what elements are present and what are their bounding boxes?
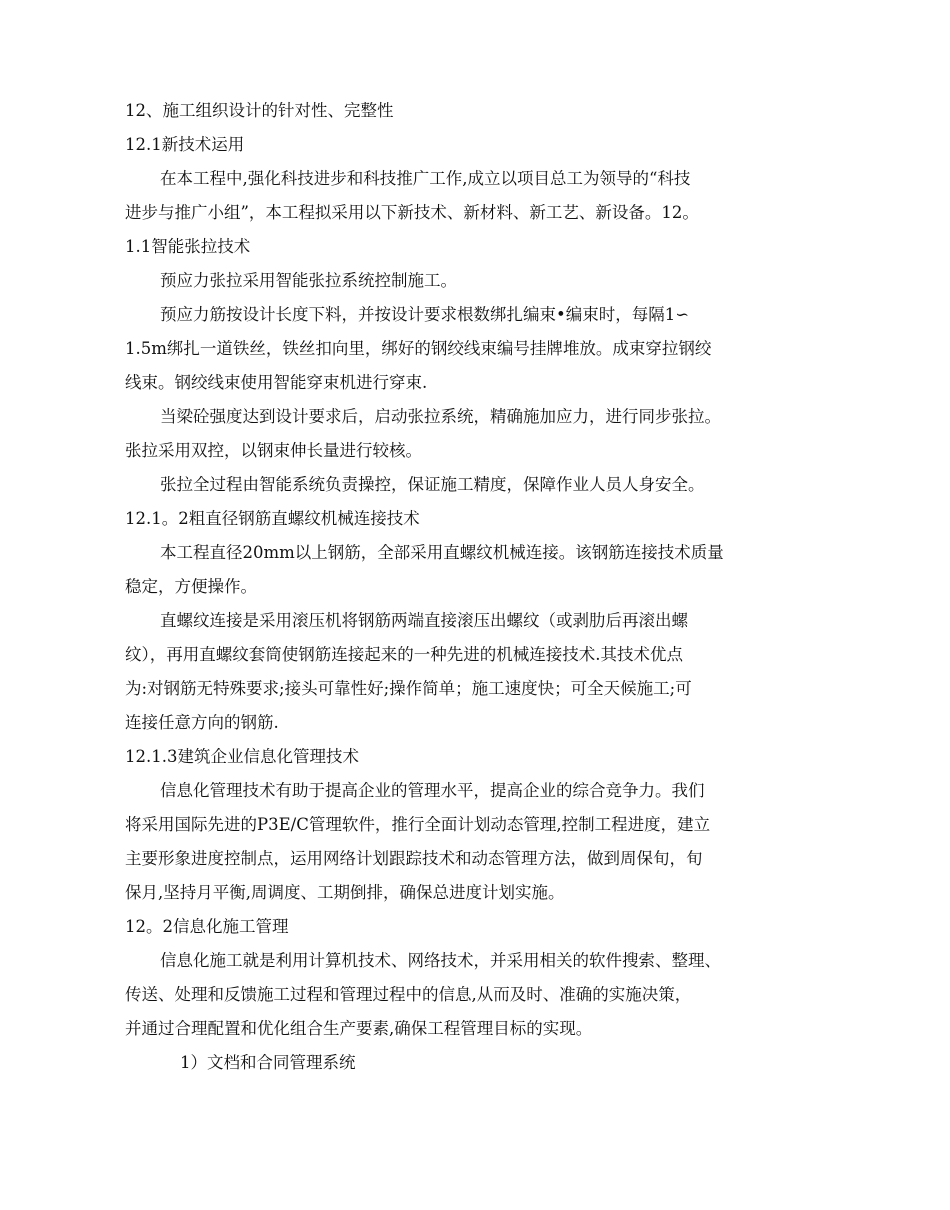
paragraph-line: 主要形象进度控制点，运用网络计划跟踪技术和动态管理方法，做到周保旬，旬 bbox=[125, 849, 703, 868]
subsection-heading: 12.1.3建筑企业信息化管理技术 bbox=[125, 747, 359, 766]
paragraph-line: 预应力筋按设计长度下料，并按设计要求根数绑扎编束•编束时，每隔1∽ bbox=[160, 305, 690, 324]
paragraph-line: 本工程直径20mm以上钢筋，全部采用直螺纹机械连接。该钢筋连接技术质量 bbox=[160, 543, 724, 562]
paragraph-line: 张拉采用双控，以钢束伸长量进行较核。 bbox=[125, 441, 422, 460]
paragraph-line: 为:对钢筋无特殊要求;接头可靠性好;操作简单；施工速度快；可全天候施工;可 bbox=[125, 679, 692, 698]
paragraph-line: 在本工程中,强化科技进步和科技推广工作,成立以项目总工为领导的“科技 bbox=[160, 169, 691, 188]
subsection-heading: 12.1新技术运用 bbox=[125, 135, 245, 154]
paragraph-line: 预应力张拉采用智能张拉系统控制施工。 bbox=[160, 271, 457, 290]
section-heading: 12、施工组织设计的针对性、完整性 bbox=[125, 101, 394, 120]
paragraph-line: 稳定，方便操作。 bbox=[125, 577, 257, 596]
paragraph-line: 并通过合理配置和优化组合生产要素,确保工程管理目标的实现。 bbox=[125, 1019, 593, 1038]
list-item: 1）文档和合同管理系统 bbox=[180, 1053, 356, 1072]
paragraph-line: 直螺纹连接是采用滚压机将钢筋两端直接滚压出螺纹（或剥肋后再滚出螺 bbox=[160, 611, 688, 630]
subsection-heading: 1.1智能张拉技术 bbox=[125, 237, 251, 256]
paragraph-line: 张拉全过程由智能系统负责操控，保证施工精度，保障作业人员人身安全。 bbox=[160, 475, 705, 494]
paragraph-line: 传送、处理和反馈施工过程和管理过程中的信息,从而及时、准确的实施决策， bbox=[125, 985, 692, 1004]
paragraph-line: 保月,坚持月平衡,周调度、工期倒排，确保总进度计划实施。 bbox=[125, 883, 565, 902]
paragraph-line: 1.5m绑扎一道铁丝，铁丝扣向里，绑好的钢绞线束编号挂牌堆放。成束穿拉钢绞 bbox=[125, 339, 712, 358]
paragraph-line: 进步与推广小组”，本工程拟采用以下新技术、新材料、新工艺、新设备。12。 bbox=[125, 203, 699, 222]
paragraph-line: 将采用国际先进的P3E/C管理软件，推行全面计划动态管理,控制工程进度，建立 bbox=[125, 815, 711, 834]
paragraph-line: 线束。钢绞线束使用智能穿束机进行穿束. bbox=[125, 373, 428, 392]
paragraph-line: 信息化管理技术有助于提高企业的管理水平，提高企业的综合竞争力。我们 bbox=[160, 781, 705, 800]
paragraph-line: 信息化施工就是利用计算机技术、网络技术，并采用相关的软件搜索、整理、 bbox=[160, 951, 721, 970]
subsection-heading: 12.1。2粗直径钢筋直螺纹机械连接技术 bbox=[125, 509, 420, 528]
subsection-heading: 12。2信息化施工管理 bbox=[125, 917, 289, 936]
paragraph-line: 纹），再用直螺纹套筒使钢筋连接起来的一种先进的机械连接技术.其技术优点 bbox=[125, 645, 683, 664]
paragraph-line: 连接任意方向的钢筋. bbox=[125, 713, 279, 732]
paragraph-line: 当梁砼强度达到设计要求后，启动张拉系统，精确施加应力，进行同步张拉。 bbox=[160, 407, 721, 426]
